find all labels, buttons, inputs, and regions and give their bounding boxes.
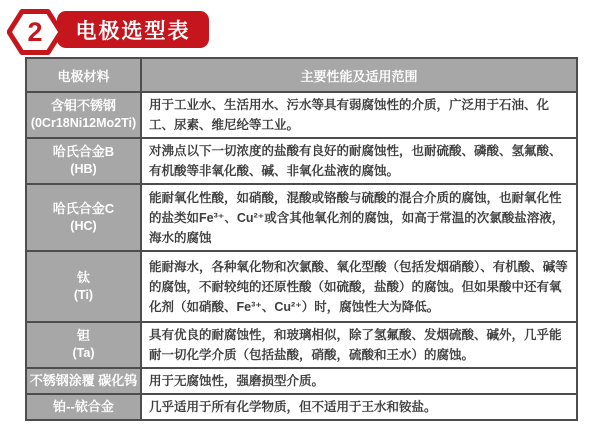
material-cell [26, 184, 141, 251]
material-name: 含钼不锈钢 [50, 98, 116, 114]
description-cell: 几乎适用于所有化学物质，但不适用于王水和铵盐。 [141, 394, 577, 420]
description-cell: 用于无腐蚀性，强磨损型介质。 [141, 368, 577, 394]
material-code: (HB) [70, 162, 97, 177]
table-row [26, 322, 577, 368]
material-cell [26, 92, 141, 138]
description-cell: 具有优良的耐腐蚀性，和玻璃相似，除了氢氟酸、发烟硫酸、碱外，几乎能耐一切化学介质（包括盐酸，硝酸，硫酸和王水）的腐蚀。 [141, 322, 577, 368]
table-row [26, 138, 577, 184]
table-row [26, 394, 577, 420]
material-code: (Ti) [73, 287, 94, 302]
step-badge [7, 8, 63, 56]
title-banner [57, 11, 209, 48]
material-name: 铂--铱合金 [53, 398, 114, 414]
material-cell [26, 368, 141, 394]
electrode-selection-table [25, 57, 578, 421]
material-code: (0Cr18Ni12Mo2Ti) [30, 116, 137, 131]
table-row [26, 368, 577, 394]
step-number: 2 [27, 16, 43, 47]
material-name: 钛 [76, 269, 90, 285]
material-cell [26, 394, 141, 420]
description-cell: 用于工业水、生活用水、污水等具有弱腐蚀性的介质，广泛用于石油、化工、尿素、维尼纶等工业。 [141, 92, 577, 138]
material-cell [26, 138, 141, 184]
table-row [26, 251, 577, 322]
description-cell: 能耐海水，各种氧化物和次氯酸、氧化型酸（包括发烟硝酸）、有机酸、碱等的腐蚀，不耐较纯的还原性酸（如硫酸，盐酸）的腐蚀。但如果酸中还有氧化剂（如硝酸、Fe³⁺、Cu²⁺）时，腐蚀性大为降低。 [141, 251, 577, 322]
table-header-row [26, 58, 577, 92]
material-cell [26, 322, 141, 368]
table-row [26, 92, 577, 138]
page-title: 电极选型表 [75, 19, 191, 43]
material-name: 钽 [76, 328, 90, 344]
table-row [26, 184, 577, 251]
description-cell: 能耐氧化性酸，如硝酸，混酸或铬酸与硫酸的混合介质的腐蚀，也耐氧化性的盐类如Fe³⁺、Cu²⁺或含其他氧化剂的腐蚀，如高于常温的次氯酸盐溶液，海水的腐蚀 [141, 184, 577, 251]
header [0, 0, 600, 57]
material-code: (HC) [70, 218, 97, 233]
material-cell [26, 251, 141, 322]
material-name: 不锈钢涂覆 碳化钨 [29, 372, 138, 388]
column-header-material: 电极材料 [26, 58, 141, 92]
material-name: 哈氏合金B [52, 144, 115, 160]
column-header-performance: 主要性能及适用范围 [141, 58, 577, 92]
description-cell: 对沸点以下一切浓度的盐酸有良好的耐腐蚀性，也耐硫酸、磷酸、氢氟酸、有机酸等非氧化酸、碱、非氧化盐液的腐蚀。 [141, 138, 577, 184]
material-code: (Ta) [72, 346, 95, 361]
material-name: 哈氏合金C [52, 200, 115, 216]
